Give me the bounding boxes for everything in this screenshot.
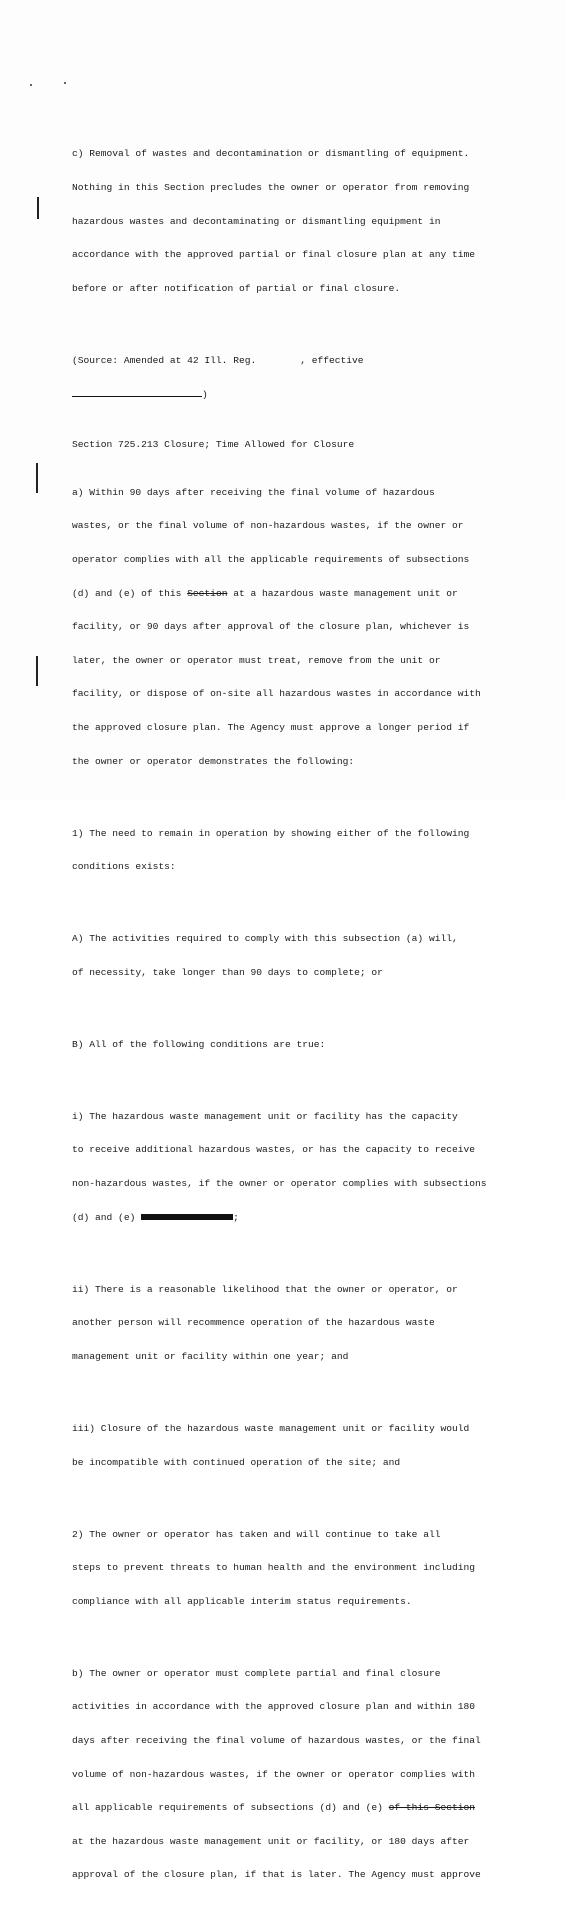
text-line: operator complies with all the applicable requirements of subsections <box>72 553 470 565</box>
margin-change-bar <box>36 463 38 493</box>
text-line: c) Removal of wastes and decontamination or dismantling of equipment. <box>72 148 470 160</box>
paragraph-ii <box>72 1261 512 1384</box>
text-line: at the hazardous waste management unit or facility, or 180 days after <box>72 1835 470 1847</box>
text-line: i) The hazardous waste management unit or facility has the capacity <box>72 1110 458 1122</box>
paragraph-a-2 <box>72 1506 512 1629</box>
text-line: non-hazardous wastes, if the owner or operator complies with subsections <box>72 1178 487 1190</box>
paragraph-a-1 <box>72 805 512 895</box>
source-effective: , effective <box>300 354 364 366</box>
text-line-end: ; <box>233 1211 239 1223</box>
source-note <box>72 332 512 423</box>
struck-text: Section <box>187 587 228 599</box>
effective-date-blank <box>72 388 202 397</box>
text-line: the owner or operator demonstrates the following: <box>72 755 355 767</box>
paragraph-i <box>72 1088 512 1245</box>
text-line: approval of the closure plan, if that is later. The Agency must approve <box>72 1869 481 1881</box>
text-line: A) The activities required to comply with this subsection (a) will, <box>72 933 458 945</box>
text-line: another person will recommence operation of the hazardous waste <box>72 1317 435 1329</box>
text-line-start: all applicable requirements of subsections (d) and (e) <box>72 1802 389 1814</box>
text-line: conditions exists: <box>72 861 176 873</box>
section-heading: Section 725.213 Closure; Time Allowed for Closure <box>72 439 355 451</box>
text-line: volume of non-hazardous wastes, if the owner or operator complies with <box>72 1768 476 1780</box>
text-line: ii) There is a reasonable likelihood that the owner or operator, or <box>72 1283 458 1295</box>
text-line: B) All of the following conditions are true: <box>72 1038 326 1050</box>
text-line-start: (d) and (e) of this <box>72 587 188 599</box>
text-line: 2) The owner or operator has taken and will continue to take all <box>72 1528 441 1540</box>
text-line: wastes, or the final volume of non-hazardous wastes, if the owner or <box>72 520 464 532</box>
text-line: later, the owner or operator must treat, remove from the unit or <box>72 654 441 666</box>
text-line: before or after notification of partial or final closure. <box>72 282 401 294</box>
text-line: facility, or dispose of on-site all hazardous wastes in accordance with <box>72 688 481 700</box>
text-line: activities in accordance with the approved closure plan and within 180 <box>72 1701 476 1713</box>
text-line: accordance with the approved partial or final closure plan at any time <box>72 249 476 261</box>
paragraph-B <box>72 1016 512 1072</box>
paragraph-A <box>72 911 512 1001</box>
struck-text: of this Section <box>388 1802 476 1814</box>
paragraph-b <box>72 1645 512 1903</box>
text-line: management unit or facility within one year; and <box>72 1350 349 1362</box>
paragraph-c <box>72 126 512 316</box>
text-line: 1) The need to remain in operation by showing either of the following <box>72 827 470 839</box>
text-line: to receive additional hazardous wastes, or has the capacity to receive <box>72 1144 476 1156</box>
text-line: iii) Closure of the hazardous waste management unit or facility would <box>72 1422 470 1434</box>
text-line-end: at a hazardous waste management unit or <box>227 587 458 599</box>
text-line-start: (d) and (e) <box>72 1211 142 1223</box>
text-line: steps to prevent threats to human health and the environment including <box>72 1562 476 1574</box>
source-prefix: (Source: Amended at 42 Ill. Reg. <box>72 354 257 366</box>
margin-change-bar <box>37 197 39 219</box>
text-line: the approved closure plan. The Agency must approve a longer period if <box>72 721 470 733</box>
text-line: b) The owner or operator must complete partial and final closure <box>72 1667 441 1679</box>
margin-change-bar <box>36 656 38 686</box>
scan-speck <box>64 82 66 84</box>
text-line: hazardous wastes and decontaminating or dismantling equipment in <box>72 215 441 227</box>
scan-speck <box>30 84 32 86</box>
text-line: a) Within 90 days after receiving the final volume of hazardous <box>72 486 435 498</box>
redaction-mark <box>141 1214 233 1220</box>
text-line: Nothing in this Section precludes the owner or operator from removing <box>72 182 470 194</box>
text-line: be incompatible with continued operation of the site; and <box>72 1456 401 1468</box>
paragraph-iii <box>72 1401 512 1491</box>
document-body <box>72 126 512 1915</box>
text-line: facility, or 90 days after approval of the closure plan, whichever is <box>72 621 470 633</box>
paragraph-a <box>72 464 512 789</box>
text-line: compliance with all applicable interim status requirements. <box>72 1595 412 1607</box>
text-line: days after receiving the final volume of hazardous wastes, or the final <box>72 1735 481 1746</box>
source-close: ) <box>202 389 208 401</box>
text-line: of necessity, take longer than 90 days to complete; or <box>72 966 383 978</box>
